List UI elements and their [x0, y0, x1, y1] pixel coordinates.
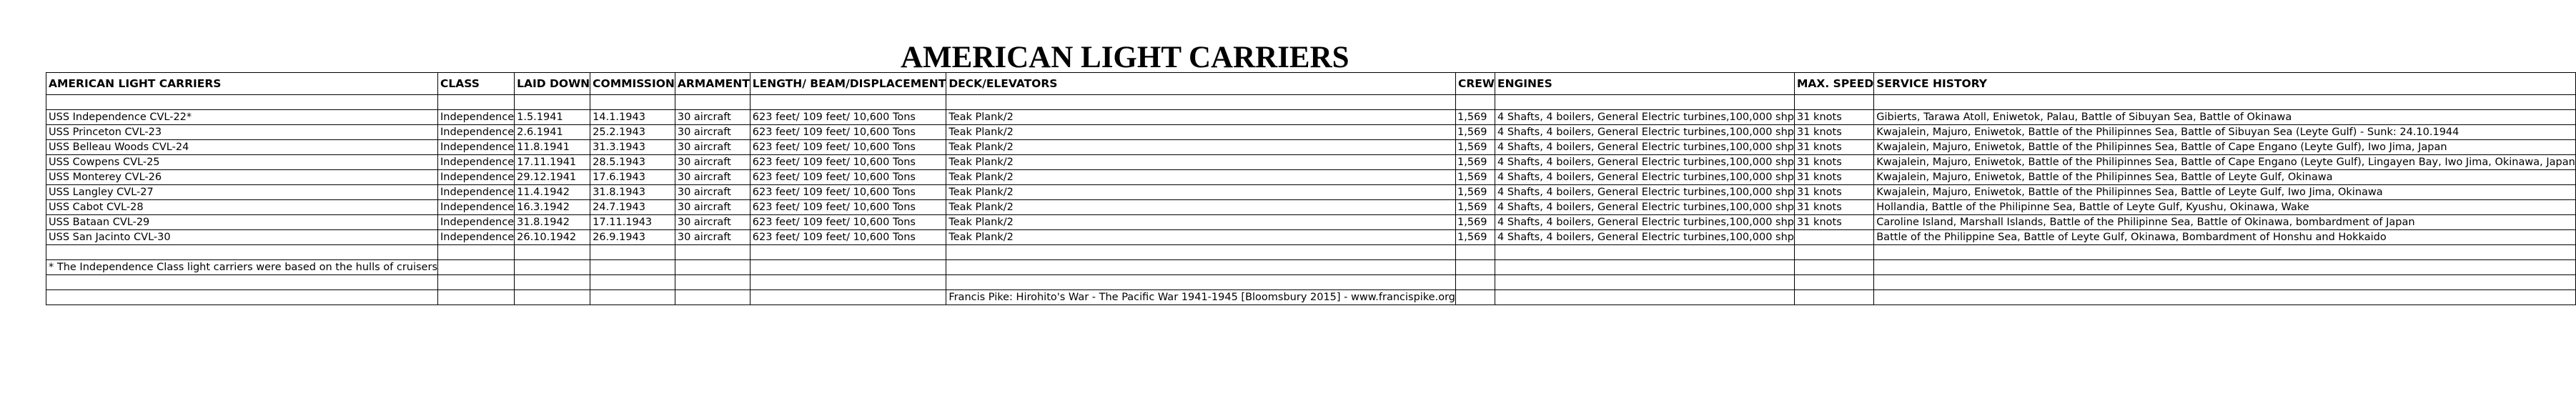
- class-cell[interactable]: Independence: [438, 185, 515, 200]
- engines-cell[interactable]: 4 Shafts, 4 boilers, General Electric turbines,100,000 shp: [1495, 155, 1795, 170]
- engines-cell[interactable]: 4 Shafts, 4 boilers, General Electric turbines,100,000 shp: [1495, 230, 1795, 245]
- empty-cell[interactable]: [750, 275, 946, 290]
- armament-cell[interactable]: 30 aircraft: [675, 215, 750, 230]
- deck-elevators-cell[interactable]: Teak Plank/2: [946, 155, 1456, 170]
- armament-cell[interactable]: 30 aircraft: [675, 185, 750, 200]
- service-history-cell[interactable]: Kwajalein, Majuro, Eniwetok, Battle of the Philipinnes Sea, Battle of Leyte Gulf, Iwo Jima, Okinawa: [1874, 185, 2576, 200]
- laid-down-cell[interactable]: 26.10.1942: [515, 230, 590, 245]
- empty-cell[interactable]: [946, 95, 1456, 110]
- laid-down-cell[interactable]: 1.5.1941: [515, 110, 590, 125]
- dimensions-cell[interactable]: 623 feet/ 109 feet/ 10,600 Tons: [750, 110, 946, 125]
- empty-cell[interactable]: [1495, 245, 1795, 260]
- laid-down-cell[interactable]: 2.6.1941: [515, 125, 590, 140]
- deck-elevators-cell[interactable]: Teak Plank/2: [946, 200, 1456, 215]
- empty-cell[interactable]: [515, 260, 590, 275]
- service-history-cell[interactable]: Battle of the Philippine Sea, Battle of Leyte Gulf, Okinawa, Bombardment of Honshu and Hokkaido: [1874, 230, 2576, 245]
- empty-cell[interactable]: [515, 245, 590, 260]
- ship-name-cell[interactable]: USS Belleau Woods CVL-24: [46, 140, 438, 155]
- empty-cell[interactable]: [675, 95, 750, 110]
- header-max-speed[interactable]: MAX. SPEED: [1795, 73, 1874, 95]
- deck-elevators-cell[interactable]: Teak Plank/2: [946, 170, 1456, 185]
- ship-name-cell[interactable]: USS Cowpens CVL-25: [46, 155, 438, 170]
- service-history-cell[interactable]: Gibierts, Tarawa Atoll, Eniwetok, Palau, Battle of Sibuyan Sea, Battle of Okinawa: [1874, 110, 2576, 125]
- empty-cell[interactable]: [1456, 260, 1495, 275]
- empty-cell[interactable]: [1495, 275, 1795, 290]
- source-citation[interactable]: Francis Pike: Hirohito's War - The Pacific War 1941-1945 [Bloomsbury 2015] - www.francispike.org: [946, 290, 1456, 305]
- empty-cell[interactable]: [1795, 95, 1874, 110]
- dimensions-cell[interactable]: 623 feet/ 109 feet/ 10,600 Tons: [750, 170, 946, 185]
- ship-name-cell[interactable]: USS Princeton CVL-23: [46, 125, 438, 140]
- service-history-cell[interactable]: Hollandia, Battle of the Philipinne Sea, Battle of Leyte Gulf, Kyushu, Okinawa, Wake: [1874, 200, 2576, 215]
- empty-cell[interactable]: [1874, 275, 2576, 290]
- commission-cell[interactable]: 14.1.1943: [590, 110, 675, 125]
- service-history-cell[interactable]: Kwajalein, Majuro, Eniwetok, Battle of the Philipinnes Sea, Battle of Sibuyan Sea (Leyte Gulf) - Sunk: 24.10.1944: [1874, 125, 2576, 140]
- empty-cell[interactable]: [750, 260, 946, 275]
- header-laid-down[interactable]: LAID DOWN: [515, 73, 590, 95]
- empty-cell[interactable]: [438, 95, 515, 110]
- header-row: [46, 73, 2576, 95]
- empty-cell[interactable]: [1874, 245, 2576, 260]
- header-crew[interactable]: CREW: [1456, 73, 1495, 95]
- service-history-cell[interactable]: Kwajalein, Majuro, Eniwetok, Battle of the Philipinnes Sea, Battle of Leyte Gulf, Okinawa: [1874, 170, 2576, 185]
- header-dimensions[interactable]: LENGTH/ BEAM/DISPLACEMENT: [750, 73, 946, 95]
- empty-cell[interactable]: [1456, 95, 1495, 110]
- empty-cell[interactable]: [438, 290, 515, 305]
- carriers-table: [46, 72, 2576, 305]
- header-engines[interactable]: ENGINES: [1495, 73, 1795, 95]
- empty-cell[interactable]: [1495, 260, 1795, 275]
- max-speed-cell[interactable]: 31 knots: [1795, 125, 1874, 140]
- crew-cell[interactable]: 1,569: [1456, 185, 1495, 200]
- laid-down-cell[interactable]: 11.8.1941: [515, 140, 590, 155]
- empty-cell[interactable]: [438, 245, 515, 260]
- class-cell[interactable]: Independence: [438, 215, 515, 230]
- ship-name-cell[interactable]: USS Bataan CVL-29: [46, 215, 438, 230]
- empty-cell[interactable]: [46, 95, 438, 110]
- header-ship-name[interactable]: AMERICAN LIGHT CARRIERS: [46, 73, 438, 95]
- armament-cell[interactable]: 30 aircraft: [675, 200, 750, 215]
- commission-cell[interactable]: 25.2.1943: [590, 125, 675, 140]
- empty-cell[interactable]: [438, 260, 515, 275]
- engines-cell[interactable]: 4 Shafts, 4 boilers, General Electric turbines,100,000 shp: [1495, 170, 1795, 185]
- max-speed-cell[interactable]: 31 knots: [1795, 140, 1874, 155]
- empty-cell[interactable]: [590, 95, 675, 110]
- ship-name-cell[interactable]: USS Langley CVL-27: [46, 185, 438, 200]
- commission-cell[interactable]: 17.11.1943: [590, 215, 675, 230]
- crew-cell[interactable]: 1,569: [1456, 200, 1495, 215]
- header-service-history[interactable]: SERVICE HISTORY: [1874, 73, 2576, 95]
- crew-cell[interactable]: 1,569: [1456, 170, 1495, 185]
- empty-cell[interactable]: [1795, 275, 1874, 290]
- crew-cell[interactable]: 1,569: [1456, 140, 1495, 155]
- max-speed-cell[interactable]: 31 knots: [1795, 170, 1874, 185]
- deck-elevators-cell[interactable]: Teak Plank/2: [946, 215, 1456, 230]
- class-cell[interactable]: Independence: [438, 230, 515, 245]
- max-speed-cell[interactable]: 31 knots: [1795, 215, 1874, 230]
- laid-down-cell[interactable]: 17.11.1941: [515, 155, 590, 170]
- sheet-title: AMERICAN LIGHT CARRIERS: [901, 41, 1349, 74]
- table-row: [46, 200, 2576, 215]
- table-row: [46, 140, 2576, 155]
- empty-cell[interactable]: [675, 290, 750, 305]
- laid-down-cell[interactable]: 11.4.1942: [515, 185, 590, 200]
- dimensions-cell[interactable]: 623 feet/ 109 feet/ 10,600 Tons: [750, 140, 946, 155]
- commission-cell[interactable]: 31.8.1943: [590, 185, 675, 200]
- empty-cell[interactable]: [750, 245, 946, 260]
- armament-cell[interactable]: 30 aircraft: [675, 140, 750, 155]
- empty-cell[interactable]: [675, 275, 750, 290]
- empty-cell[interactable]: [1495, 290, 1795, 305]
- engines-cell[interactable]: 4 Shafts, 4 boilers, General Electric turbines,100,000 shp: [1495, 200, 1795, 215]
- service-history-cell[interactable]: Kwajalein, Majuro, Eniwetok, Battle of the Philipinnes Sea, Battle of Cape Engano (Leyte Gulf), Lingayen Bay, Iwo Jima, Okinawa, Japan: [1874, 155, 2576, 170]
- laid-down-cell[interactable]: 31.8.1942: [515, 215, 590, 230]
- empty-cell[interactable]: [675, 245, 750, 260]
- footnote[interactable]: * The Independence Class light carriers were based on the hulls of cruisers: [46, 260, 438, 275]
- commission-cell[interactable]: 26.9.1943: [590, 230, 675, 245]
- spacer-row: [46, 245, 2576, 260]
- header-class[interactable]: CLASS: [438, 73, 515, 95]
- class-cell[interactable]: Independence: [438, 200, 515, 215]
- empty-cell[interactable]: [590, 260, 675, 275]
- max-speed-cell[interactable]: 31 knots: [1795, 155, 1874, 170]
- spacer-row: [46, 275, 2576, 290]
- empty-cell[interactable]: [1874, 95, 2576, 110]
- crew-cell[interactable]: 1,569: [1456, 215, 1495, 230]
- footnote-row: [46, 260, 2576, 275]
- empty-cell[interactable]: [750, 290, 946, 305]
- empty-cell[interactable]: [46, 290, 438, 305]
- ship-name-cell[interactable]: USS San Jacinto CVL-30: [46, 230, 438, 245]
- empty-cell[interactable]: [1795, 290, 1874, 305]
- commission-cell[interactable]: 28.5.1943: [590, 155, 675, 170]
- table-row: [46, 125, 2576, 140]
- ship-name-cell[interactable]: USS Independence CVL-22*: [46, 110, 438, 125]
- engines-cell[interactable]: 4 Shafts, 4 boilers, General Electric turbines,100,000 shp: [1495, 140, 1795, 155]
- deck-elevators-cell[interactable]: Teak Plank/2: [946, 185, 1456, 200]
- empty-cell[interactable]: [46, 245, 438, 260]
- armament-cell[interactable]: 30 aircraft: [675, 125, 750, 140]
- armament-cell[interactable]: 30 aircraft: [675, 155, 750, 170]
- service-history-cell[interactable]: Caroline Island, Marshall Islands, Battle of the Philipinne Sea, Battle of Okinawa, bombardment of Japan: [1874, 215, 2576, 230]
- dimensions-cell[interactable]: 623 feet/ 109 feet/ 10,600 Tons: [750, 155, 946, 170]
- header-armament[interactable]: ARMAMENT: [675, 73, 750, 95]
- engines-cell[interactable]: 4 Shafts, 4 boilers, General Electric turbines,100,000 shp: [1495, 125, 1795, 140]
- engines-cell[interactable]: 4 Shafts, 4 boilers, General Electric turbines,100,000 shp: [1495, 110, 1795, 125]
- max-speed-cell[interactable]: 31 knots: [1795, 200, 1874, 215]
- max-speed-cell[interactable]: 31 knots: [1795, 110, 1874, 125]
- dimensions-cell[interactable]: 623 feet/ 109 feet/ 10,600 Tons: [750, 125, 946, 140]
- table-row: [46, 110, 2576, 125]
- max-speed-cell[interactable]: [1795, 230, 1874, 245]
- empty-cell[interactable]: [1495, 95, 1795, 110]
- header-commission[interactable]: COMMISSION: [590, 73, 675, 95]
- empty-cell[interactable]: [946, 245, 1456, 260]
- empty-cell[interactable]: [438, 275, 515, 290]
- class-cell[interactable]: Independence: [438, 110, 515, 125]
- table-body: [46, 73, 2576, 305]
- commission-cell[interactable]: 24.7.1943: [590, 200, 675, 215]
- armament-cell[interactable]: 30 aircraft: [675, 110, 750, 125]
- class-cell[interactable]: Independence: [438, 125, 515, 140]
- class-cell[interactable]: Independence: [438, 140, 515, 155]
- empty-cell[interactable]: [1795, 260, 1874, 275]
- empty-cell[interactable]: [590, 245, 675, 260]
- source-row: [46, 290, 2576, 305]
- ship-name-cell[interactable]: USS Monterey CVL-26: [46, 170, 438, 185]
- empty-cell[interactable]: [1456, 275, 1495, 290]
- commission-cell[interactable]: 17.6.1943: [590, 170, 675, 185]
- class-cell[interactable]: Independence: [438, 170, 515, 185]
- engines-cell[interactable]: 4 Shafts, 4 boilers, General Electric turbines,100,000 shp: [1495, 185, 1795, 200]
- empty-cell[interactable]: [1874, 260, 2576, 275]
- table-row: [46, 230, 2576, 245]
- crew-cell[interactable]: 1,569: [1456, 125, 1495, 140]
- empty-cell[interactable]: [515, 290, 590, 305]
- engines-cell[interactable]: 4 Shafts, 4 boilers, General Electric turbines,100,000 shp: [1495, 215, 1795, 230]
- commission-cell[interactable]: 31.3.1943: [590, 140, 675, 155]
- table-row: [46, 170, 2576, 185]
- empty-cell[interactable]: [675, 260, 750, 275]
- empty-cell[interactable]: [515, 95, 590, 110]
- dimensions-cell[interactable]: 623 feet/ 109 feet/ 10,600 Tons: [750, 185, 946, 200]
- table-row: [46, 155, 2576, 170]
- empty-cell[interactable]: [946, 260, 1456, 275]
- deck-elevators-cell[interactable]: Teak Plank/2: [946, 140, 1456, 155]
- crew-cell[interactable]: 1,569: [1456, 110, 1495, 125]
- deck-elevators-cell[interactable]: Teak Plank/2: [946, 125, 1456, 140]
- empty-cell[interactable]: [1874, 290, 2576, 305]
- dimensions-cell[interactable]: 623 feet/ 109 feet/ 10,600 Tons: [750, 230, 946, 245]
- deck-elevators-cell[interactable]: Teak Plank/2: [946, 110, 1456, 125]
- armament-cell[interactable]: 30 aircraft: [675, 170, 750, 185]
- empty-cell[interactable]: [1456, 245, 1495, 260]
- empty-cell[interactable]: [1456, 290, 1495, 305]
- empty-cell[interactable]: [750, 95, 946, 110]
- armament-cell[interactable]: 30 aircraft: [675, 230, 750, 245]
- empty-cell[interactable]: [946, 275, 1456, 290]
- table-row: [46, 185, 2576, 200]
- deck-elevators-cell[interactable]: Teak Plank/2: [946, 230, 1456, 245]
- dimensions-cell[interactable]: 623 feet/ 109 feet/ 10,600 Tons: [750, 200, 946, 215]
- laid-down-cell[interactable]: 16.3.1942: [515, 200, 590, 215]
- empty-cell[interactable]: [515, 275, 590, 290]
- header-deck-elevators[interactable]: DECK/ELEVATORS: [946, 73, 1456, 95]
- crew-cell[interactable]: 1,569: [1456, 230, 1495, 245]
- spacer-row: [46, 95, 2576, 110]
- max-speed-cell[interactable]: 31 knots: [1795, 185, 1874, 200]
- dimensions-cell[interactable]: 623 feet/ 109 feet/ 10,600 Tons: [750, 215, 946, 230]
- empty-cell[interactable]: [46, 275, 438, 290]
- laid-down-cell[interactable]: 29.12.1941: [515, 170, 590, 185]
- empty-cell[interactable]: [590, 290, 675, 305]
- crew-cell[interactable]: 1,569: [1456, 155, 1495, 170]
- ship-name-cell[interactable]: USS Cabot CVL-28: [46, 200, 438, 215]
- class-cell[interactable]: Independence: [438, 155, 515, 170]
- empty-cell[interactable]: [1795, 245, 1874, 260]
- service-history-cell[interactable]: Kwajalein, Majuro, Eniwetok, Battle of the Philipinnes Sea, Battle of Cape Engano (Leyte Gulf), Iwo Jima, Japan: [1874, 140, 2576, 155]
- table-row: [46, 215, 2576, 230]
- empty-cell[interactable]: [590, 275, 675, 290]
